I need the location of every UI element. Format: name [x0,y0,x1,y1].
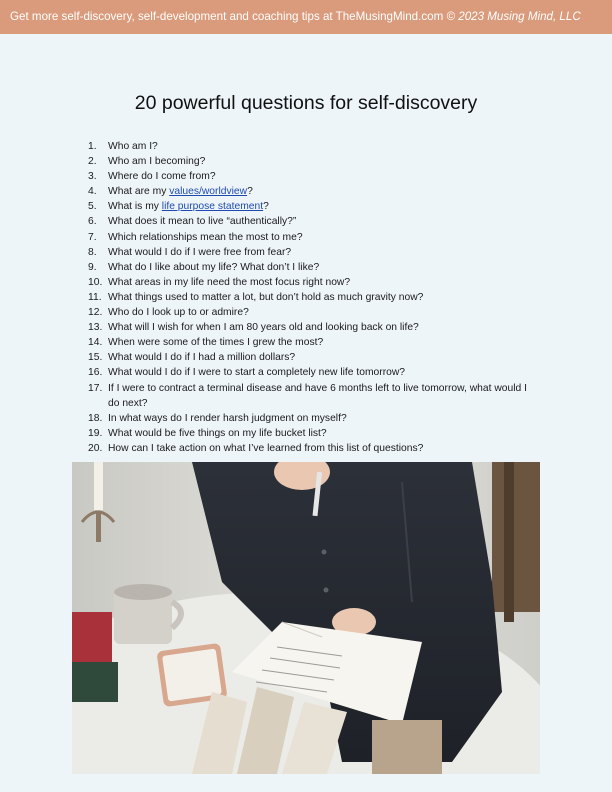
question-link[interactable]: values/worldview [169,186,248,198]
question-number: 3. [88,171,97,183]
question-text-end: ? [263,201,269,213]
question-item [88,169,528,184]
question-text: What will I wish for when I am 80 years old and looking back on life? [108,322,419,334]
question-number: 16. [88,367,103,379]
question-text: In what ways do I render harsh judgment on myself? [108,412,347,424]
question-number: 2. [88,156,97,168]
question-text-end: ? [247,186,253,198]
question-text: What does it mean to live “authentically?” [108,216,297,228]
question-item [88,411,528,426]
question-text: If I were to contract a terminal disease and have 6 months left to live tomorrow, what would I do next? [108,382,527,409]
question-number: 14. [88,337,103,349]
question-text: What would I do if I were free from fear? [108,246,292,258]
question-text: What do I like about my life? What don’t I like? [108,261,320,273]
question-item [88,320,528,335]
question-text: What are my [108,186,170,198]
question-item [88,275,528,290]
question-number: 5. [88,201,97,213]
question-number: 10. [88,276,103,288]
question-text: What things used to matter a lot, but don’t hold as much gravity now? [108,291,424,303]
question-item [88,335,528,350]
question-item [88,230,528,245]
page-title: 20 powerful questions for self-discovery [134,92,478,114]
question-link[interactable]: life purpose statement [161,201,264,213]
banner-copyright: © 2023 Musing Mind, LLC [446,10,581,23]
question-number: 9. [88,261,97,273]
question-item [88,245,528,260]
question-number: 17. [88,382,103,394]
question-text: Who do I look up to or admire? [108,307,249,319]
question-item [88,154,528,169]
question-number: 20. [88,442,103,454]
question-item [88,260,528,275]
question-item [88,305,528,320]
questions-list [88,139,528,456]
question-text: Which relationships mean the most to me? [108,231,303,243]
question-text: What would I do if I had a million dollars? [108,352,296,364]
question-number: 12. [88,307,103,319]
banner-text: Get more self-discovery, self-development and coaching tips at TheMusingMind.com [10,10,444,23]
question-number: 8. [88,246,97,258]
desk-journal-photo [72,462,540,774]
question-item [88,214,528,229]
question-text: What areas in my life need the most focus right now? [108,276,351,288]
question-number: 1. [88,141,97,152]
question-item [88,426,528,441]
question-number: 4. [88,186,97,198]
question-number: 18. [88,412,103,424]
question-item [88,290,528,305]
question-item [88,139,528,154]
question-text: Where do I come from? [108,171,216,183]
question-item [88,365,528,380]
question-text: How can I take action on what I’ve learned from this list of questions? [108,442,424,454]
question-number: 13. [88,322,103,334]
question-text: Who am I? [108,141,158,152]
question-text: Who am I becoming? [108,156,206,168]
question-item [88,441,528,456]
question-item [88,381,528,411]
question-text: When were some of the times I grew the most? [108,337,324,349]
question-text: What would be five things on my life bucket list? [108,427,327,439]
header-banner [0,0,612,34]
question-number: 7. [88,231,97,243]
question-item [88,184,528,199]
question-number: 6. [88,216,97,228]
question-item [88,350,528,365]
question-text: What is my [108,201,162,213]
question-text: What would I do if I were to start a completely new life tomorrow? [108,367,406,379]
question-number: 15. [88,352,103,364]
question-item [88,199,528,214]
question-number: 19. [88,427,103,439]
question-number: 11. [88,291,102,303]
